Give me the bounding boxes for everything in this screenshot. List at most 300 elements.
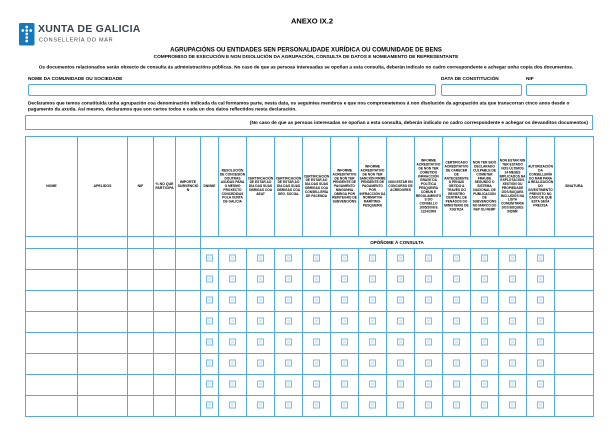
optout-checkbox-autorizacion-conselleria[interactable] bbox=[537, 296, 544, 303]
cell-check-dni-nie bbox=[201, 270, 219, 291]
optout-checkbox-cert-facenda[interactable] bbox=[313, 317, 320, 324]
optout-checkbox-informe-infraccion-ppc[interactable] bbox=[425, 296, 432, 303]
cell-check-informe-reintegro bbox=[331, 375, 359, 396]
optout-checkbox-cert-seg-social[interactable] bbox=[285, 275, 292, 282]
cell-check-informe-reintegro bbox=[331, 354, 359, 375]
cell-check-informe-reintegro bbox=[331, 396, 359, 417]
cell-sinatura[interactable] bbox=[555, 333, 594, 354]
cell-apelidos[interactable] bbox=[78, 396, 128, 417]
cell-sinatura[interactable] bbox=[555, 270, 594, 291]
cell-check-autorizacion-conselleria bbox=[527, 291, 555, 312]
cell-check-cert-aeat bbox=[247, 375, 275, 396]
cell-check-cert-facenda bbox=[303, 396, 331, 417]
cell-porcentaxe-participa[interactable] bbox=[154, 270, 176, 291]
optout-checkbox-informe-sancion[interactable] bbox=[369, 275, 376, 282]
cell-check-cert-aeat bbox=[247, 354, 275, 375]
cell-check-concurso-acredores bbox=[387, 375, 415, 396]
optout-checkbox-resolucion-outras-axudas[interactable] bbox=[229, 380, 236, 387]
optout-checkbox-autorizacion-conselleria[interactable] bbox=[537, 380, 544, 387]
cell-check-resolucion-outras-axudas bbox=[219, 396, 247, 417]
cell-check-informe-infraccion-ppc bbox=[415, 354, 443, 375]
cell-check-autorizacion-conselleria bbox=[527, 375, 555, 396]
cell-check-autorizacion-conselleria bbox=[527, 249, 555, 270]
cell-check-cert-facenda bbox=[303, 291, 331, 312]
optout-checkbox-autorizacion-conselleria[interactable] bbox=[537, 338, 544, 345]
xunta-emblem-icon bbox=[19, 23, 35, 46]
col-header-sinatura: SINATURA bbox=[555, 137, 594, 237]
cell-check-cert-aeat bbox=[247, 249, 275, 270]
cell-nome[interactable] bbox=[26, 249, 78, 270]
optout-checkbox-informe-reintegro[interactable] bbox=[341, 296, 348, 303]
optout-checkbox-dni-nie[interactable] bbox=[206, 401, 213, 408]
col-header-fraude-fep-femp: NON TER SIDO DECLARADO CULPABLE DE COMETER FRAUDE SEGUNDO O SISTEMA NACIONAL DE PUBLICACIÓN DE SUBVENCIÓNS NO MARCO DO FEP OU FEMP bbox=[471, 137, 499, 237]
cell-check-informe-infraccion-ppc bbox=[415, 333, 443, 354]
optout-checkbox-informe-reintegro[interactable] bbox=[341, 275, 348, 282]
cell-check-concurso-acredores bbox=[387, 270, 415, 291]
declaration-text bbox=[28, 101, 608, 113]
optout-checkbox-informe-reintegro[interactable] bbox=[341, 401, 348, 408]
optout-checkbox-autorizacion-conselleria[interactable] bbox=[537, 275, 544, 282]
optout-checkbox-concurso-acredores[interactable] bbox=[397, 275, 404, 282]
cell-check-informe-sancion bbox=[359, 291, 387, 312]
cell-check-informe-reintegro bbox=[331, 333, 359, 354]
cell-importe-subvencion[interactable] bbox=[176, 312, 201, 333]
optout-checkbox-dni-nie[interactable] bbox=[206, 338, 213, 345]
cell-sinatura[interactable] bbox=[555, 312, 594, 333]
cell-check-autorizacion-conselleria bbox=[527, 333, 555, 354]
optout-checkbox-concurso-acredores[interactable] bbox=[397, 296, 404, 303]
consent-row-blank-cell bbox=[78, 237, 128, 249]
optout-checkbox-cert-antecedentes-penais[interactable] bbox=[453, 254, 460, 261]
cell-porcentaxe-participa[interactable] bbox=[154, 312, 176, 333]
optout-checkbox-concurso-acredores[interactable] bbox=[397, 338, 404, 345]
optout-checkbox-resolucion-outras-axudas[interactable] bbox=[229, 359, 236, 366]
optout-checkbox-resolucion-outras-axudas[interactable] bbox=[229, 254, 236, 261]
col-header-informe-infraccion-ppc: INFORME ACREDITATIVO DE NON TER COMETIDO INFRACCIÓN GRAVE DA POLÍTICA PESQUEIRA COMÚN E REGULAMENTOS DO CONSELLO 1005/2008 E 1224/2009 bbox=[415, 137, 443, 237]
col-header-nome: NOME bbox=[26, 137, 78, 237]
nif-input[interactable] bbox=[526, 84, 587, 96]
optout-checkbox-dni-nie[interactable] bbox=[206, 359, 213, 366]
cell-check-cert-antecedentes-penais bbox=[443, 312, 471, 333]
cell-check-concurso-acredores bbox=[387, 249, 415, 270]
cell-check-informe-infraccion-ppc bbox=[415, 396, 443, 417]
optout-checkbox-dni-nie[interactable] bbox=[206, 317, 213, 324]
cell-check-informe-infraccion-ppc bbox=[415, 375, 443, 396]
optout-checkbox-informe-reintegro[interactable] bbox=[341, 254, 348, 261]
optout-checkbox-autorizacion-conselleria[interactable] bbox=[537, 359, 544, 366]
cell-check-resolucion-outras-axudas bbox=[219, 312, 247, 333]
cell-apelidos[interactable] bbox=[78, 312, 128, 333]
optout-checkbox-concurso-acredores[interactable] bbox=[397, 401, 404, 408]
cell-check-concurso-acredores bbox=[387, 354, 415, 375]
cell-importe-subvencion[interactable] bbox=[176, 354, 201, 375]
cell-check-fraude-fep-femp bbox=[471, 312, 499, 333]
optout-checkbox-informe-sancion[interactable] bbox=[369, 380, 376, 387]
cell-nome[interactable] bbox=[26, 375, 78, 396]
optout-checkbox-cert-antecedentes-penais[interactable] bbox=[453, 317, 460, 324]
cell-check-fraude-fep-femp bbox=[471, 291, 499, 312]
cell-check-cert-antecedentes-penais bbox=[443, 333, 471, 354]
cell-check-cert-seg-social bbox=[275, 270, 303, 291]
cell-check-cert-antecedentes-penais bbox=[443, 354, 471, 375]
optout-checkbox-resolucion-outras-axudas[interactable] bbox=[229, 296, 236, 303]
cell-check-concurso-acredores bbox=[387, 291, 415, 312]
cell-check-cert-seg-social bbox=[275, 312, 303, 333]
optout-checkbox-cert-seg-social[interactable] bbox=[285, 401, 292, 408]
oppose-notice-box bbox=[25, 115, 593, 130]
cell-check-informe-infraccion-ppc bbox=[415, 291, 443, 312]
brand-wordmark: XUNTA DE GALICIA bbox=[38, 23, 141, 35]
members-table-wrap bbox=[25, 136, 594, 417]
declaration-line-2: pagamento da axuda. Así mesmo, declaramos que son certos todos e cada un dos datos reflectidos nesta declaración. bbox=[28, 106, 297, 112]
optout-checkbox-cert-aeat[interactable] bbox=[257, 380, 264, 387]
cell-check-fraude-fep-femp bbox=[471, 333, 499, 354]
col-header-nif: NIF bbox=[128, 137, 154, 237]
nome-comunidade-label: NOME DA COMUNIDADE OU SOCIEDADE bbox=[28, 76, 123, 82]
cell-apelidos[interactable] bbox=[78, 270, 128, 291]
optout-checkbox-informe-reintegro[interactable] bbox=[341, 380, 348, 387]
optout-checkbox-informe-reintegro[interactable] bbox=[341, 359, 348, 366]
cell-check-concurso-acredores bbox=[387, 396, 415, 417]
optout-checkbox-buques-indnr[interactable] bbox=[509, 359, 516, 366]
cell-check-buques-indnr bbox=[499, 333, 527, 354]
cell-check-dni-nie bbox=[201, 291, 219, 312]
cell-check-informe-sancion bbox=[359, 375, 387, 396]
cell-importe-subvencion[interactable] bbox=[176, 375, 201, 396]
cell-check-concurso-acredores bbox=[387, 333, 415, 354]
cell-check-cert-aeat bbox=[247, 333, 275, 354]
col-header-porcentaxe-participa: % NO QUE PARTICIPA bbox=[154, 137, 176, 237]
consent-row-blank-cell bbox=[128, 237, 154, 249]
cell-nif[interactable] bbox=[128, 375, 154, 396]
col-header-informe-reintegro: INFORME ACREDITATIVO DE NON TER PENDENTE DE PAGAMENTO NINGUNHA OBRIGA POR REINTEGRO DE SUBVENCIÓNS bbox=[331, 137, 359, 237]
optout-checkbox-informe-infraccion-ppc[interactable] bbox=[425, 359, 432, 366]
cell-check-resolucion-outras-axudas bbox=[219, 270, 247, 291]
cell-check-cert-seg-social bbox=[275, 291, 303, 312]
cell-check-cert-aeat bbox=[247, 396, 275, 417]
optout-checkbox-cert-seg-social[interactable] bbox=[285, 359, 292, 366]
cell-check-informe-sancion bbox=[359, 354, 387, 375]
cell-check-fraude-fep-femp bbox=[471, 270, 499, 291]
optout-checkbox-informe-infraccion-ppc[interactable] bbox=[425, 275, 432, 282]
consent-span-header: OPÓÑOME Á CONSULTA bbox=[201, 237, 594, 249]
cell-check-autorizacion-conselleria bbox=[527, 354, 555, 375]
cell-check-cert-aeat bbox=[247, 270, 275, 291]
cell-check-resolucion-outras-axudas bbox=[219, 291, 247, 312]
optout-checkbox-informe-infraccion-ppc[interactable] bbox=[425, 317, 432, 324]
optout-checkbox-cert-aeat[interactable] bbox=[257, 359, 264, 366]
optout-checkbox-informe-reintegro[interactable] bbox=[341, 338, 348, 345]
cell-check-cert-seg-social bbox=[275, 375, 303, 396]
cell-nif[interactable] bbox=[128, 249, 154, 270]
cell-check-dni-nie bbox=[201, 354, 219, 375]
optout-checkbox-informe-infraccion-ppc[interactable] bbox=[425, 380, 432, 387]
cell-sinatura[interactable] bbox=[555, 375, 594, 396]
cell-check-cert-facenda bbox=[303, 375, 331, 396]
cell-nif[interactable] bbox=[128, 396, 154, 417]
cell-nif[interactable] bbox=[128, 354, 154, 375]
optout-checkbox-informe-infraccion-ppc[interactable] bbox=[425, 254, 432, 261]
optout-checkbox-cert-antecedentes-penais[interactable] bbox=[453, 338, 460, 345]
cell-check-cert-facenda bbox=[303, 249, 331, 270]
optout-checkbox-resolucion-outras-axudas[interactable] bbox=[229, 317, 236, 324]
cell-check-autorizacion-conselleria bbox=[527, 396, 555, 417]
optout-checkbox-autorizacion-conselleria[interactable] bbox=[537, 254, 544, 261]
optout-checkbox-informe-sancion[interactable] bbox=[369, 317, 376, 324]
cell-check-cert-antecedentes-penais bbox=[443, 249, 471, 270]
consult-intro-text: Os documentos relacionados serán obxecto de consulta ás administracións públicas. No caso de que as persoas interesadas se opoñan a esta consulta, deberán indicalo no cadro correspondente e achegar unha copia dos documentos. bbox=[38, 64, 574, 70]
cell-sinatura[interactable] bbox=[555, 249, 594, 270]
consent-row-blank-cell bbox=[26, 237, 78, 249]
declaration-line-1: Declaramos que temos constituída unha agrupación coa denominación indicada da cal formamos parte, nesta data, os seguintes membros e que nos comprometemos á non disolución da agrupación ata que transcorran cinco anos desde o bbox=[28, 100, 570, 106]
cell-nif[interactable] bbox=[128, 333, 154, 354]
cell-check-cert-aeat bbox=[247, 312, 275, 333]
optout-checkbox-cert-antecedentes-penais[interactable] bbox=[453, 296, 460, 303]
cell-nome[interactable] bbox=[26, 396, 78, 417]
col-header-cert-seg-social: CERTIFICACIÓN DE ESTAR AO DÍA DAS SÚAS OBRIGAS COA SEG. SOCIAL bbox=[275, 137, 303, 237]
cell-check-informe-sancion bbox=[359, 333, 387, 354]
optout-checkbox-informe-sancion[interactable] bbox=[369, 296, 376, 303]
optout-checkbox-informe-infraccion-ppc[interactable] bbox=[425, 338, 432, 345]
optout-checkbox-fraude-fep-femp[interactable] bbox=[481, 275, 488, 282]
col-header-cert-aeat: CERTIFICACIÓN DE ESTAR AO DÍA DAS SÚAS OBRIGAS COA AEAT bbox=[247, 137, 275, 237]
col-header-cert-antecedentes-penais: CERTIFICADO ACREDITATIVO DE CARECER DE ANTECEDENTES PENAIS OBTIDO A TRAVÉS DO REXISTRO CENTRAL DE PENADOS DO MINISTERIO DE XUSTIZA bbox=[443, 137, 471, 237]
cell-apelidos[interactable] bbox=[78, 291, 128, 312]
cell-check-cert-facenda bbox=[303, 333, 331, 354]
cell-nome[interactable] bbox=[26, 270, 78, 291]
col-header-dni-nie: DNI/NIE bbox=[201, 137, 219, 237]
optout-checkbox-buques-indnr[interactable] bbox=[509, 254, 516, 261]
cell-check-dni-nie bbox=[201, 396, 219, 417]
cell-check-informe-infraccion-ppc bbox=[415, 270, 443, 291]
optout-checkbox-resolucion-outras-axudas[interactable] bbox=[229, 338, 236, 345]
optout-checkbox-cert-aeat[interactable] bbox=[257, 338, 264, 345]
optout-checkbox-buques-indnr[interactable] bbox=[509, 338, 516, 345]
cell-nome[interactable] bbox=[26, 354, 78, 375]
cell-sinatura[interactable] bbox=[555, 396, 594, 417]
cell-check-resolucion-outras-axudas bbox=[219, 249, 247, 270]
optout-checkbox-fraude-fep-femp[interactable] bbox=[481, 380, 488, 387]
anexo-label: ANEXO IX.2 bbox=[290, 17, 334, 26]
optout-checkbox-cert-aeat[interactable] bbox=[257, 254, 264, 261]
cell-nome[interactable] bbox=[26, 312, 78, 333]
optout-checkbox-informe-sancion[interactable] bbox=[369, 359, 376, 366]
optout-checkbox-cert-facenda[interactable] bbox=[313, 296, 320, 303]
optout-checkbox-fraude-fep-femp[interactable] bbox=[481, 338, 488, 345]
optout-checkbox-informe-sancion[interactable] bbox=[369, 338, 376, 345]
cell-porcentaxe-participa[interactable] bbox=[154, 396, 176, 417]
col-header-apelidos: APELIDOS bbox=[78, 137, 128, 237]
cell-check-buques-indnr bbox=[499, 270, 527, 291]
cell-check-dni-nie bbox=[201, 312, 219, 333]
oppose-notice-text: (No caso de que as persoas interesadas se opoñan a esta consulta, deberán indicalo no cadro correspondente e achegar os devanditos documentos) bbox=[249, 119, 588, 126]
optout-checkbox-concurso-acredores[interactable] bbox=[397, 317, 404, 324]
cell-check-cert-seg-social bbox=[275, 396, 303, 417]
cell-check-autorizacion-conselleria bbox=[527, 312, 555, 333]
cell-check-informe-reintegro bbox=[331, 270, 359, 291]
optout-checkbox-fraude-fep-femp[interactable] bbox=[481, 317, 488, 324]
cell-check-informe-sancion bbox=[359, 312, 387, 333]
cell-check-buques-indnr bbox=[499, 396, 527, 417]
cell-importe-subvencion[interactable] bbox=[176, 396, 201, 417]
col-header-importe-subvencion: IMPORTE SUBVENCIÓN bbox=[176, 137, 201, 237]
optout-checkbox-dni-nie[interactable] bbox=[206, 296, 213, 303]
cell-check-dni-nie bbox=[201, 333, 219, 354]
cell-porcentaxe-participa[interactable] bbox=[154, 375, 176, 396]
optout-checkbox-dni-nie[interactable] bbox=[206, 254, 213, 261]
optout-checkbox-resolucion-outras-axudas[interactable] bbox=[229, 401, 236, 408]
cell-check-fraude-fep-femp bbox=[471, 354, 499, 375]
optout-checkbox-buques-indnr[interactable] bbox=[509, 275, 516, 282]
optout-checkbox-fraude-fep-femp[interactable] bbox=[481, 359, 488, 366]
cell-check-fraude-fep-femp bbox=[471, 396, 499, 417]
cell-importe-subvencion[interactable] bbox=[176, 270, 201, 291]
cell-sinatura[interactable] bbox=[555, 354, 594, 375]
cell-check-cert-facenda bbox=[303, 354, 331, 375]
optout-checkbox-cert-aeat[interactable] bbox=[257, 401, 264, 408]
optout-checkbox-dni-nie[interactable] bbox=[206, 275, 213, 282]
cell-nif[interactable] bbox=[128, 312, 154, 333]
col-header-autorizacion-conselleria: AUTORIZACIÓN DA CONSELLERÍA DO MAR PARA A REALIZACIÓN DO INVESTIMENTO PREVISTO NO CASO DE QUE ESTA SEXA PRECISA bbox=[527, 137, 555, 237]
optout-checkbox-cert-aeat[interactable] bbox=[257, 275, 264, 282]
cell-check-cert-facenda bbox=[303, 312, 331, 333]
department-name: CONSELLERÍA DO MAR bbox=[39, 37, 114, 43]
members-table bbox=[25, 136, 594, 417]
optout-checkbox-cert-facenda[interactable] bbox=[313, 401, 320, 408]
optout-checkbox-cert-facenda[interactable] bbox=[313, 359, 320, 366]
consent-row-blank-cell bbox=[154, 237, 176, 249]
optout-checkbox-buques-indnr[interactable] bbox=[509, 296, 516, 303]
cell-apelidos[interactable] bbox=[78, 375, 128, 396]
nif-label: NIF bbox=[526, 76, 534, 82]
cell-check-informe-reintegro bbox=[331, 312, 359, 333]
nome-comunidade-input[interactable] bbox=[28, 84, 436, 96]
col-header-resolucion-outras-axudas: RESOLUCIÓN DE CONCESIÓN DOUTRAS AXUDAS PARA O MESMO PROXECTO CONCEDIDAS POLA XUNTA DE GALICIA bbox=[219, 137, 247, 237]
cell-check-informe-reintegro bbox=[331, 249, 359, 270]
optout-checkbox-informe-sancion[interactable] bbox=[369, 254, 376, 261]
cell-check-buques-indnr bbox=[499, 249, 527, 270]
cell-check-fraude-fep-femp bbox=[471, 375, 499, 396]
optout-checkbox-cert-seg-social[interactable] bbox=[285, 338, 292, 345]
col-header-informe-sancion: INFORME ACREDITATIVO DE NON TER SANCIÓN FIRME PENDENTE DE PAGAMENTO POR INFRACCIÓN DA NORMATIVA MARÍTIMO-PESQUEIRA bbox=[359, 137, 387, 237]
cell-check-concurso-acredores bbox=[387, 312, 415, 333]
col-header-cert-facenda: CERTIFICACIÓN DE ESTAR AO DÍA DAS SÚAS OBRIGAS COA CONSELLERÍA DE FACENDA bbox=[303, 137, 331, 237]
cell-check-informe-infraccion-ppc bbox=[415, 312, 443, 333]
optout-checkbox-concurso-acredores[interactable] bbox=[397, 359, 404, 366]
form-subtitle: COMPROMISO DE EXECUCIÓN E NON DISOLUCIÓN DA AGRUPACIÓN, CONSULTA DE DATOS E NOMEAMENTO DE REPRESENTANTE bbox=[153, 54, 459, 60]
cell-sinatura[interactable] bbox=[555, 291, 594, 312]
col-header-buques-indnr: NON ESTAR NIN TER ESTADO NOS ÚLTIMOS 24 MESES IMPLICADOS NA EXPLOTACIÓN, XESTIÓN OU PROPIEDADE DOS BUQUES INCLUÍDOS NA LISTA COMUNITARIA DOS BUQUES INDNR bbox=[499, 137, 527, 237]
consent-row-blank-cell bbox=[176, 237, 201, 249]
cell-apelidos[interactable] bbox=[78, 354, 128, 375]
data-constitucion-input[interactable] bbox=[441, 84, 522, 96]
data-constitucion-label: DATA DE CONSTITUCIÓN bbox=[441, 76, 499, 82]
optout-checkbox-informe-infraccion-ppc[interactable] bbox=[425, 401, 432, 408]
cell-porcentaxe-participa[interactable] bbox=[154, 291, 176, 312]
optout-checkbox-informe-sancion[interactable] bbox=[369, 401, 376, 408]
optout-checkbox-autorizacion-conselleria[interactable] bbox=[537, 317, 544, 324]
cell-nome[interactable] bbox=[26, 291, 78, 312]
optout-checkbox-resolucion-outras-axudas[interactable] bbox=[229, 275, 236, 282]
cell-check-informe-infraccion-ppc bbox=[415, 249, 443, 270]
optout-checkbox-buques-indnr[interactable] bbox=[509, 317, 516, 324]
cell-check-cert-seg-social bbox=[275, 354, 303, 375]
optout-checkbox-buques-indnr[interactable] bbox=[509, 380, 516, 387]
optout-checkbox-cert-facenda[interactable] bbox=[313, 380, 320, 387]
optout-checkbox-concurso-acredores[interactable] bbox=[397, 380, 404, 387]
cell-importe-subvencion[interactable] bbox=[176, 291, 201, 312]
form-title: AGRUPACIÓNS OU ENTIDADES SEN PERSONALIDADE XURÍDICA OU COMUNIDADE DE BENS bbox=[170, 46, 442, 53]
cell-check-buques-indnr bbox=[499, 312, 527, 333]
cell-check-cert-aeat bbox=[247, 291, 275, 312]
optout-checkbox-fraude-fep-femp[interactable] bbox=[481, 254, 488, 261]
optout-checkbox-cert-seg-social[interactable] bbox=[285, 254, 292, 261]
cell-porcentaxe-participa[interactable] bbox=[154, 249, 176, 270]
cell-check-informe-sancion bbox=[359, 249, 387, 270]
optout-checkbox-cert-facenda[interactable] bbox=[313, 275, 320, 282]
cell-check-resolucion-outras-axudas bbox=[219, 333, 247, 354]
cell-check-informe-sancion bbox=[359, 270, 387, 291]
optout-checkbox-cert-seg-social[interactable] bbox=[285, 380, 292, 387]
cell-nif[interactable] bbox=[128, 270, 154, 291]
optout-checkbox-fraude-fep-femp[interactable] bbox=[481, 296, 488, 303]
optout-checkbox-cert-antecedentes-penais[interactable] bbox=[453, 275, 460, 282]
optout-checkbox-autorizacion-conselleria[interactable] bbox=[537, 401, 544, 408]
cell-importe-subvencion[interactable] bbox=[176, 333, 201, 354]
col-header-concurso-acredores: NON ESTAR EN CONCURSO DE ACREDORES bbox=[387, 137, 415, 237]
cell-check-dni-nie bbox=[201, 375, 219, 396]
cell-porcentaxe-participa[interactable] bbox=[154, 354, 176, 375]
optout-checkbox-cert-aeat[interactable] bbox=[257, 296, 264, 303]
optout-checkbox-cert-antecedentes-penais[interactable] bbox=[453, 359, 460, 366]
optout-checkbox-fraude-fep-femp[interactable] bbox=[481, 401, 488, 408]
cell-check-autorizacion-conselleria bbox=[527, 270, 555, 291]
cell-check-cert-antecedentes-penais bbox=[443, 270, 471, 291]
optout-checkbox-dni-nie[interactable] bbox=[206, 380, 213, 387]
cell-apelidos[interactable] bbox=[78, 249, 128, 270]
cell-check-cert-seg-social bbox=[275, 249, 303, 270]
cell-check-fraude-fep-femp bbox=[471, 249, 499, 270]
cell-nome[interactable] bbox=[26, 333, 78, 354]
cell-check-informe-reintegro bbox=[331, 291, 359, 312]
optout-checkbox-cert-aeat[interactable] bbox=[257, 317, 264, 324]
cell-porcentaxe-participa[interactable] bbox=[154, 333, 176, 354]
cell-check-resolucion-outras-axudas bbox=[219, 375, 247, 396]
cell-check-buques-indnr bbox=[499, 375, 527, 396]
cell-check-informe-sancion bbox=[359, 396, 387, 417]
optout-checkbox-concurso-acredores[interactable] bbox=[397, 254, 404, 261]
cell-nif[interactable] bbox=[128, 291, 154, 312]
cell-importe-subvencion[interactable] bbox=[176, 249, 201, 270]
cell-apelidos[interactable] bbox=[78, 333, 128, 354]
cell-check-dni-nie bbox=[201, 249, 219, 270]
optout-checkbox-cert-facenda[interactable] bbox=[313, 338, 320, 345]
cell-check-buques-indnr bbox=[499, 291, 527, 312]
cell-check-cert-antecedentes-penais bbox=[443, 375, 471, 396]
cell-check-cert-seg-social bbox=[275, 333, 303, 354]
optout-checkbox-cert-antecedentes-penais[interactable] bbox=[453, 380, 460, 387]
optout-checkbox-informe-reintegro[interactable] bbox=[341, 317, 348, 324]
cell-check-resolucion-outras-axudas bbox=[219, 354, 247, 375]
optout-checkbox-cert-seg-social[interactable] bbox=[285, 317, 292, 324]
optout-checkbox-cert-facenda[interactable] bbox=[313, 254, 320, 261]
cell-check-buques-indnr bbox=[499, 354, 527, 375]
optout-checkbox-buques-indnr[interactable] bbox=[509, 401, 516, 408]
cell-check-cert-antecedentes-penais bbox=[443, 396, 471, 417]
optout-checkbox-cert-seg-social[interactable] bbox=[285, 296, 292, 303]
cell-check-cert-antecedentes-penais bbox=[443, 291, 471, 312]
optout-checkbox-cert-antecedentes-penais[interactable] bbox=[453, 401, 460, 408]
